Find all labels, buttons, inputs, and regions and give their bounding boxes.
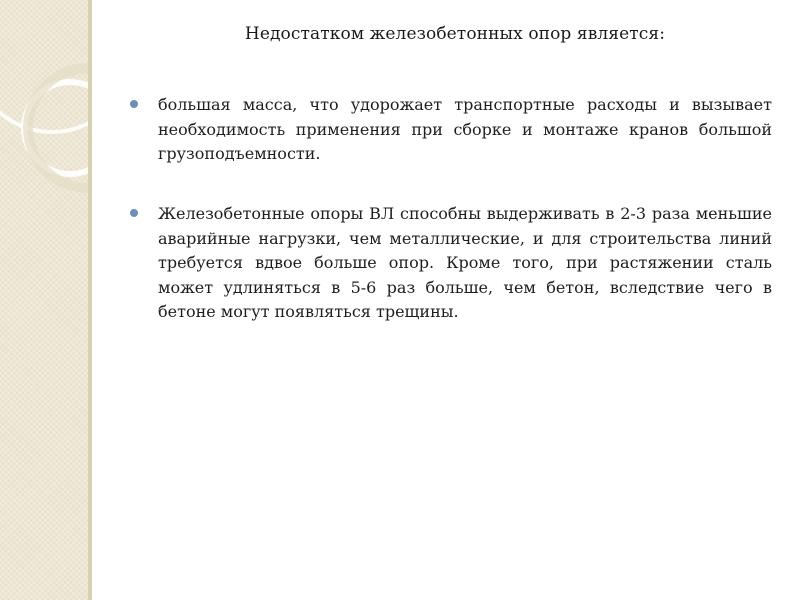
slide-title: Недостатком железобетонных опор является: [244, 24, 666, 44]
side-panel-border [88, 0, 92, 600]
bullet-text: Железобетонные опоры ВЛ способны выдерживать в 2-3 раза меньшие аварийные нагрузки, чем металлические, и для строительства линий требуется вдвое больше опор. Кроме того, при растяжении сталь может удлиняться в 5-6 раз больше, чем бетон, вследствие чего в бетоне могут появляться трещины. [158, 204, 772, 321]
decorative-side-panel [0, 0, 88, 600]
bullet-dot-icon [130, 209, 138, 217]
decorative-circles [0, 0, 88, 600]
bullet-text: большая масса, что удорожает транспортные расходы и вызывает необходимость применения при сборке и монтаже кранов большой грузоподъемности. [158, 95, 772, 163]
bullet-dot-icon [130, 100, 138, 108]
